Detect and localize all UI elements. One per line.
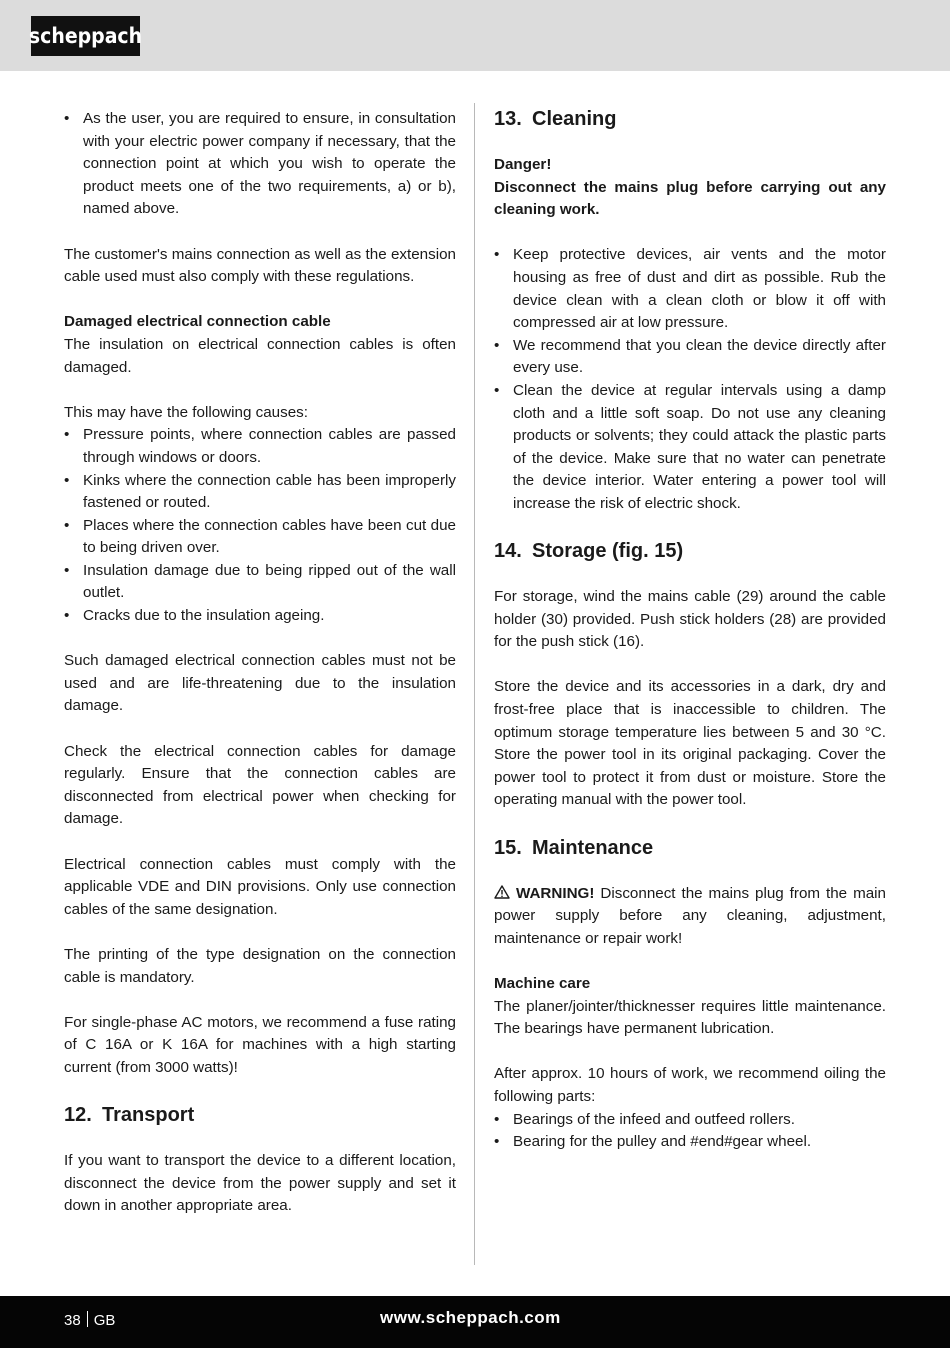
storage-heading: 14. Storage (fig. 15) [494,540,684,563]
list-item: • Places where the connection cables have been cut due to being driven over. [64,515,456,560]
machine-care-heading: Machine care [494,975,591,992]
maintenance-heading: 15. Maintenance [494,836,654,859]
page-header [0,0,950,71]
maintenance-warning [494,883,886,951]
check-cables-text: Check the electrical connection cables for damage regularly. Ensure that the connection cables are disconnected from electrical power when checking for damage. [64,742,456,828]
list-item: • As the user, you are required to ensure, in consultation with your electric power company if necessary, that the connection point at which you wish to operate the product meets one of the two requirements, a) or b), named above. [64,108,456,221]
causes-intro: This may have the following causes: [64,403,308,421]
type-designation-text: The printing of the type designation on the connection cable is mandatory. [64,945,456,986]
customer-connection-text: The customer's mains connection as well as the extension cable used must also comply with these regulations. [64,245,456,286]
transport-text: If you want to transport the device to a different location, disconnect the device from the power supply and set it down in another appropriate area. [64,1152,456,1215]
storage-text-1: For storage, wind the mains cable (29) around the cable holder (30) provided. Push stick holders (28) are provided for the push stick (16). [494,588,886,651]
list-item: • Clean the device at regular intervals using a damp cloth and a little soft soap. Do not use any cleaning products or solvents; they could attack the plastic parts of the device. Make sure that no water can penetrate the device interior. Water entering a power tool will increase the risk of electric shock. [494,380,886,516]
website-link[interactable]: www.scheppach.com [380,1308,561,1327]
storage-text-2: Store the device and its accessories in a dark, dry and frost-free place that is inaccessible to children. The optimum storage temperature lies between 5 and 30 °C. Store the power tool in its original packaging. Cover the power tool to protect it from dust or moisture. Store the operating manual with the power tool. [494,678,886,809]
warning-text: Disconnect the mains plug from the main power supply before any cleaning, adjustment, maintenance or repair work! [494,884,886,947]
danger-text: Disconnect the mains plug before carrying out any cleaning work. [494,178,886,219]
danger-label: Danger! [494,156,552,173]
warning-label: WARNING! [515,884,595,902]
list-item: • Cracks due to the insulation ageing. [64,605,456,628]
causes-list [64,424,456,627]
damaged-cable-heading: Damaged electrical connection cable [64,313,331,331]
cleaning-bullet-list [494,244,886,515]
language-code: GB [93,1312,116,1329]
list-item: • Bearings of the infeed and outfeed rollers. [494,1109,886,1132]
vde-din-text: Electrical connection cables must comply with the applicable VDE and DIN provisions. Only use connection cables of the same designation. [64,855,456,918]
list-item: • Kinks where the connection cable has been improperly fastened or routed. [64,470,456,515]
list-item: • Pressure points, where connection cables are passed through windows or doors. [64,424,456,469]
machine-care-text: The planer/jointer/thicknesser requires little maintenance. The bearings have permanent lubrication. [494,997,886,1038]
damaged-cable-text: The insulation on electrical connection cables is often damaged. [64,335,456,376]
oiling-intro: After approx. 10 hours of work, we recommend oiling the following parts: [494,1065,886,1105]
right-column [494,108,886,1154]
page-footer [0,1296,950,1348]
left-column [64,108,456,1241]
fuse-rating-text: For single-phase AC motors, we recommend a fuse rating of C 16A or K 16A for machines with a high starting current (from 3000 watts)! [64,1013,456,1076]
warning-triangle-icon [494,885,510,899]
intro-bullet-list [64,108,456,221]
oiling-list [494,1109,886,1154]
cleaning-heading: 13. Cleaning [494,108,617,130]
column-divider [474,103,475,1265]
list-item: • We recommend that you clean the device directly after every use. [494,335,886,380]
page-number: 38 GB [64,1312,116,1329]
list-item: • Insulation damage due to being ripped out of the wall outlet. [64,560,456,605]
list-item: • Bearing for the pulley and #end#gear wheel. [494,1131,886,1154]
footer-separator [87,1311,88,1327]
transport-heading: 12. Transport [64,1104,195,1127]
scheppach-logo: scheppach [31,16,140,56]
list-item: • Keep protective devices, air vents and the motor housing as free of dust and dirt as possible. Rub the device clean with a clean cloth or blow it off with compressed air at low pressure. [494,244,886,334]
damaged-warning-text: Such damaged electrical connection cables must not be used and are life-threatening due to the insulation damage. [64,652,456,715]
